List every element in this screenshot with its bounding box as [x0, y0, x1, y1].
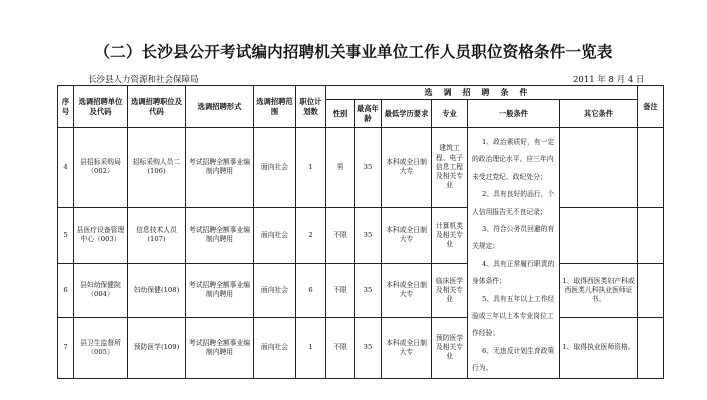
cell-remarks [638, 207, 664, 263]
header-max-age: 最高年龄 [355, 100, 382, 128]
page-title: （二）长沙县公开考试编内招聘机关事业单位工作人员职位资格条件一览表 [94, 43, 613, 61]
general-condition-item: 2、具有良好的品行，个人信用报告无不良记录； [472, 190, 555, 216]
cell-scope: 面向社会 [254, 207, 296, 263]
general-condition-item: 6、无违反计划生育政策行为。 [472, 346, 555, 373]
qualification-table [57, 85, 664, 379]
header-unit: 选调招聘单位及代码 [74, 86, 128, 128]
cell-other [560, 207, 638, 263]
table-row [58, 128, 664, 208]
cell-max-age: 35 [355, 207, 382, 263]
cell-position: 预防医学(109) [128, 317, 186, 378]
cell-remarks [638, 317, 664, 378]
header-conditions-band: 选调招聘条件 [326, 86, 638, 100]
issue-date: 2011 年 8 月 4 日 [573, 75, 645, 85]
header-scope: 选调招聘范围 [254, 86, 296, 128]
cell-unit: 县妇幼保健院（004） [74, 263, 128, 317]
cell-form: 考试招聘全额事业编制内聘用 [186, 128, 254, 208]
header-gender: 性别 [326, 100, 355, 128]
cell-scope: 面向社会 [254, 128, 296, 208]
table-row [58, 207, 664, 263]
cell-unit: 县招标采购局（002） [74, 128, 128, 208]
cell-form: 考试招聘全额事业编制内聘用 [186, 207, 254, 263]
header-row-top [58, 86, 664, 100]
cell-plan: 2 [296, 207, 326, 263]
cell-position: 妇幼保健(108) [128, 263, 186, 317]
cell-gender: 不限 [326, 207, 355, 263]
cell-seq: 4 [58, 128, 74, 208]
cell-plan: 6 [296, 263, 326, 317]
cell-gender: 男 [326, 128, 355, 208]
cell-form: 考试招聘全额事业编制内聘用 [186, 317, 254, 378]
table-row [58, 317, 664, 378]
cell-remarks [638, 128, 664, 208]
general-condition-item: 3、符合公务员回避的有关规定； [472, 225, 555, 251]
cell-education: 本科或全日制大专 [382, 317, 432, 378]
table-row [58, 263, 664, 317]
cell-gender: 不限 [326, 317, 355, 378]
cell-major: 临床医学及相关专业 [432, 263, 468, 317]
issuing-organization: 长沙县人力资源和社会保障局 [88, 75, 199, 85]
cell-education: 本科或全日制大专 [382, 263, 432, 317]
cell-seq: 5 [58, 207, 74, 263]
cell-position: 信息技术人员(107) [128, 207, 186, 263]
header-plan: 职位计划数 [296, 86, 326, 128]
cell-other: 1、取得执业医师资格。 [560, 317, 638, 378]
header-other: 其它条件 [560, 100, 638, 128]
cell-seq: 6 [58, 263, 74, 317]
header-major: 专业 [432, 100, 468, 128]
general-condition-item: 1、政治素质好，有一定的政治理论水平。应三年内未受过党纪、政纪处分； [472, 138, 555, 181]
cell-remarks [638, 263, 664, 317]
cell-max-age: 35 [355, 263, 382, 317]
cell-seq: 7 [58, 317, 74, 378]
cell-unit: 县卫生监督所（005） [74, 317, 128, 378]
cell-other [560, 128, 638, 208]
header-seq: 序号 [58, 86, 74, 128]
cell-gender: 不限 [326, 263, 355, 317]
cell-major: 计算机类及相关专业 [432, 207, 468, 263]
cell-position: 招标采购人员二(106) [128, 128, 186, 208]
cell-max-age: 35 [355, 128, 382, 208]
cell-scope: 面向社会 [254, 263, 296, 317]
cell-max-age: 35 [355, 317, 382, 378]
cell-other: 1、取得西医类妇产科或西医类儿科执业医师证书。 [560, 263, 638, 317]
general-conditions-cell [468, 128, 560, 379]
cell-education: 本科或全日制大专 [382, 207, 432, 263]
cell-plan: 1 [296, 317, 326, 378]
header-form: 选调招聘形式 [186, 86, 254, 128]
cell-plan: 1 [296, 128, 326, 208]
header-position: 选调招聘职位及代码 [128, 86, 186, 128]
cell-form: 考试招聘全额事业编制内聘用 [186, 263, 254, 317]
header-education: 最低学历要求 [382, 100, 432, 128]
header-general: 一般条件 [468, 100, 560, 128]
cell-scope: 面向社会 [254, 317, 296, 378]
cell-unit: 县医疗设备管理中心（003） [74, 207, 128, 263]
cell-major: 预防医学及相关专业 [432, 317, 468, 378]
cell-major: 建筑工程、电子信息工程及相关专业 [432, 128, 468, 208]
header-remarks: 备注 [638, 86, 664, 128]
general-condition-item: 4、具有正常履行职责的身体条件； [472, 259, 555, 286]
general-condition-item: 5、具有五年以上工作经验或三年以上本专业岗位工作经验； [472, 294, 555, 338]
cell-education: 本科或全日制大专 [382, 128, 432, 208]
